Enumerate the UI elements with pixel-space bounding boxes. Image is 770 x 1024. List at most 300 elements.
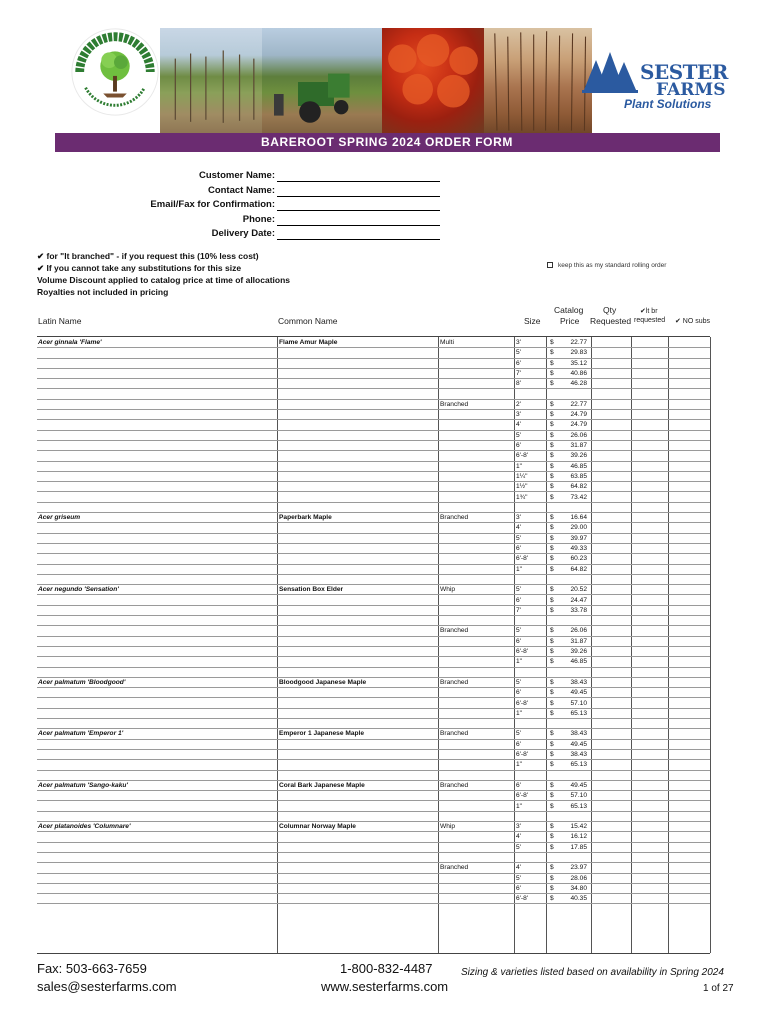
- qty-requested-cell[interactable]: [592, 462, 631, 471]
- lt-br-requested-cell[interactable]: [632, 379, 668, 388]
- lt-br-requested-cell[interactable]: [632, 503, 668, 512]
- lt-br-requested-cell[interactable]: [632, 431, 668, 440]
- no-subs-cell[interactable]: [669, 482, 710, 491]
- catalog-price-cell: 39.26: [570, 648, 587, 655]
- lt-br-requested-cell[interactable]: [632, 616, 668, 625]
- currency-symbol: $: [550, 637, 554, 645]
- no-subs-cell[interactable]: [669, 523, 710, 532]
- lt-br-requested-cell[interactable]: [632, 647, 668, 656]
- lt-br-requested-cell[interactable]: [632, 884, 668, 893]
- qty-requested-cell[interactable]: [592, 637, 631, 646]
- size-cell: 6': [516, 884, 521, 892]
- lt-br-requested-cell[interactable]: [632, 668, 668, 677]
- lt-br-requested-cell[interactable]: [632, 472, 668, 481]
- nursery-photo-bareroot-rows: [484, 28, 592, 136]
- no-subs-cell[interactable]: [669, 626, 710, 635]
- no-subs-cell[interactable]: [669, 544, 710, 553]
- lt-br-requested-cell[interactable]: [632, 802, 668, 811]
- table-row: [37, 575, 710, 585]
- no-subs-cell[interactable]: [669, 379, 710, 388]
- catalog-price-cell: 23.97: [570, 864, 587, 872]
- no-subs-cell[interactable]: [669, 760, 710, 769]
- qty-requested-cell[interactable]: [592, 400, 631, 409]
- common-name-cell: Emperor 1 Japanese Maple: [279, 730, 365, 738]
- lt-br-requested-cell[interactable]: [632, 657, 668, 666]
- common-name-cell: Bloodgood Japanese Maple: [279, 678, 367, 686]
- phone-row: [120, 214, 450, 229]
- catalog-price-cell: 40.35: [570, 895, 587, 903]
- no-subs-cell[interactable]: [669, 534, 710, 543]
- no-subs-cell[interactable]: [669, 420, 710, 429]
- qty-requested-cell[interactable]: [592, 616, 631, 625]
- no-subs-cell[interactable]: [669, 750, 710, 759]
- qty-requested-cell[interactable]: [592, 410, 631, 419]
- phone-field[interactable]: [277, 225, 440, 226]
- no-subs-cell[interactable]: [669, 462, 710, 471]
- currency-symbol: $: [550, 627, 554, 635]
- size-cell: 1": [516, 761, 523, 769]
- qty-requested-cell[interactable]: [592, 740, 631, 749]
- table-row: [37, 410, 710, 420]
- no-subs-cell[interactable]: [669, 441, 710, 450]
- no-subs-cell[interactable]: [669, 493, 710, 502]
- table-row: [37, 616, 710, 626]
- rolling-order-checkbox[interactable]: [547, 262, 553, 268]
- lt-br-requested-cell[interactable]: [632, 709, 668, 718]
- qty-requested-cell[interactable]: [592, 348, 631, 357]
- qty-requested-cell[interactable]: [592, 379, 631, 388]
- currency-symbol: $: [550, 740, 554, 748]
- size-cell: 1¾": [516, 493, 528, 501]
- size-cell: 6'-8': [516, 751, 529, 758]
- table-row: [37, 390, 710, 400]
- lt-br-requested-cell[interactable]: [632, 719, 668, 728]
- qty-requested-cell[interactable]: [592, 503, 631, 512]
- lt-br-requested-cell[interactable]: [632, 534, 668, 543]
- currency-symbol: $: [550, 524, 554, 532]
- qty-requested-cell[interactable]: [592, 678, 631, 687]
- no-subs-cell[interactable]: [669, 503, 710, 512]
- currency-symbol: $: [550, 709, 554, 717]
- size-cell: 1": [516, 802, 523, 810]
- form-cell: Branched: [440, 730, 469, 738]
- size-cell: 4': [516, 524, 521, 532]
- no-subs-cell[interactable]: [669, 853, 710, 862]
- table-row: [37, 482, 710, 492]
- no-subs-cell[interactable]: [669, 585, 710, 594]
- no-subs-cell[interactable]: [669, 410, 710, 419]
- qty-requested-cell[interactable]: [592, 420, 631, 429]
- qty-requested-cell[interactable]: [592, 554, 631, 563]
- currency-symbol: $: [550, 369, 554, 377]
- lt-br-requested-cell[interactable]: [632, 575, 668, 584]
- brand-name-farms: FARMS: [656, 80, 726, 100]
- latin-name-cell: Acer palmatum 'Sango-kaku': [38, 781, 128, 789]
- lt-br-requested-cell[interactable]: [632, 493, 668, 502]
- email-fax-row: [120, 199, 450, 214]
- customer-name-field[interactable]: [277, 181, 440, 182]
- footer-availability-note: Sizing & varieties listed based on availability in Spring 2024: [461, 967, 724, 978]
- qty-requested-cell[interactable]: [592, 575, 631, 584]
- qty-requested-cell[interactable]: [592, 657, 631, 666]
- catalog-price-cell: 65.13: [570, 802, 587, 810]
- no-subs-cell[interactable]: [669, 554, 710, 563]
- lt-br-requested-cell[interactable]: [632, 338, 668, 347]
- no-subs-cell[interactable]: [669, 812, 710, 821]
- note-royalties: Royalties not included in pricing: [37, 287, 169, 297]
- size-cell: 1": [516, 565, 523, 573]
- lt-br-requested-cell[interactable]: [632, 853, 668, 862]
- size-cell: 4': [516, 864, 521, 872]
- catalog-price-cell: 15.42: [570, 823, 587, 831]
- qty-requested-cell[interactable]: [592, 431, 631, 440]
- lt-br-requested-cell[interactable]: [632, 523, 668, 532]
- no-subs-cell[interactable]: [669, 472, 710, 481]
- no-subs-cell[interactable]: [669, 616, 710, 625]
- qty-requested-cell[interactable]: [592, 482, 631, 491]
- no-subs-cell[interactable]: [669, 822, 710, 831]
- size-cell: 5': [516, 586, 521, 594]
- table-row: [37, 771, 710, 781]
- form-title: BAREROOT SPRING 2024 ORDER FORM: [261, 135, 513, 149]
- contact-name-field[interactable]: [277, 196, 440, 197]
- no-subs-cell[interactable]: [669, 874, 710, 883]
- currency-symbol: $: [550, 843, 554, 851]
- common-name-cell: Flame Amur Maple: [279, 339, 338, 346]
- no-subs-cell[interactable]: [669, 348, 710, 357]
- size-cell: 3': [516, 823, 521, 831]
- qty-requested-cell[interactable]: [592, 874, 631, 883]
- col-header-lt-br-requested: requested: [634, 317, 666, 324]
- common-name-cell: Coral Bark Japanese Maple: [279, 781, 365, 789]
- phone-label: Phone:: [242, 213, 275, 225]
- lt-br-requested-cell[interactable]: [632, 544, 668, 553]
- no-subs-cell[interactable]: [669, 606, 710, 615]
- no-subs-cell[interactable]: [669, 338, 710, 347]
- qty-requested-cell[interactable]: [592, 359, 631, 368]
- form-cell: Branched: [440, 678, 469, 686]
- lt-br-requested-cell[interactable]: [632, 678, 668, 687]
- catalog-price-cell: 26.06: [570, 431, 587, 439]
- table-row: [37, 441, 710, 451]
- no-subs-cell[interactable]: [669, 596, 710, 605]
- qty-requested-cell[interactable]: [592, 843, 631, 852]
- footer-phone: 1-800-832-4487: [340, 961, 433, 976]
- form-cell: Branched: [440, 627, 469, 635]
- no-subs-cell[interactable]: [669, 843, 710, 852]
- qty-requested-cell[interactable]: [592, 668, 631, 677]
- catalog-price-cell: 49.33: [570, 545, 587, 552]
- qty-requested-cell[interactable]: [592, 802, 631, 811]
- no-subs-cell[interactable]: [669, 832, 710, 841]
- no-subs-cell[interactable]: [669, 688, 710, 697]
- table-row: [37, 760, 710, 770]
- lt-br-requested-cell[interactable]: [632, 771, 668, 780]
- qty-requested-cell[interactable]: [592, 791, 631, 800]
- table-row: [37, 832, 710, 842]
- no-subs-cell[interactable]: [669, 863, 710, 872]
- catalog-price-cell: 17.85: [570, 843, 587, 851]
- qty-requested-cell[interactable]: [592, 390, 631, 399]
- size-cell: 1½": [516, 483, 528, 491]
- table-row: [37, 503, 710, 513]
- catalog-price-cell: 39.26: [570, 452, 587, 460]
- catalog-price-cell: 38.43: [570, 678, 587, 686]
- table-row: [37, 348, 710, 358]
- no-subs-cell[interactable]: [669, 647, 710, 656]
- qty-requested-cell[interactable]: [592, 338, 631, 347]
- currency-symbol: $: [550, 874, 554, 882]
- qty-requested-cell[interactable]: [592, 369, 631, 378]
- lt-br-requested-cell[interactable]: [632, 554, 668, 563]
- no-subs-cell[interactable]: [669, 781, 710, 790]
- lt-br-requested-cell[interactable]: [632, 740, 668, 749]
- lt-br-requested-cell[interactable]: [632, 348, 668, 357]
- lt-br-requested-cell[interactable]: [632, 699, 668, 708]
- table-row: [37, 668, 710, 678]
- form-cell: Branched: [440, 400, 469, 408]
- currency-symbol: $: [550, 730, 554, 738]
- table-row: [37, 781, 710, 791]
- lt-br-requested-cell[interactable]: [632, 812, 668, 821]
- qty-requested-cell[interactable]: [592, 750, 631, 759]
- currency-symbol: $: [550, 359, 554, 367]
- lt-br-requested-cell[interactable]: [632, 874, 668, 883]
- lt-br-requested-cell[interactable]: [632, 565, 668, 574]
- size-cell: 6'-8': [516, 648, 529, 655]
- lt-br-requested-cell[interactable]: [632, 410, 668, 419]
- size-cell: 6': [516, 359, 521, 367]
- qty-requested-cell[interactable]: [592, 729, 631, 738]
- currency-symbol: $: [550, 761, 554, 769]
- size-cell: 5': [516, 843, 521, 851]
- lt-br-requested-cell[interactable]: [632, 420, 668, 429]
- qty-requested-cell[interactable]: [592, 771, 631, 780]
- no-subs-cell[interactable]: [669, 668, 710, 677]
- lt-br-requested-cell[interactable]: [632, 781, 668, 790]
- nursery-photo-trees: [160, 28, 262, 136]
- no-subs-cell[interactable]: [669, 791, 710, 800]
- no-subs-cell[interactable]: [669, 771, 710, 780]
- qty-requested-cell[interactable]: [592, 699, 631, 708]
- no-subs-cell[interactable]: [669, 709, 710, 718]
- lt-br-requested-cell[interactable]: [632, 750, 668, 759]
- col-header-common-name: Common Name: [278, 316, 338, 326]
- lt-br-requested-cell[interactable]: [632, 390, 668, 399]
- order-notes: [37, 250, 290, 298]
- size-cell: 7': [516, 369, 521, 377]
- no-subs-cell[interactable]: [669, 575, 710, 584]
- form-cell: Whip: [440, 586, 456, 594]
- table-row: [37, 812, 710, 822]
- no-subs-cell[interactable]: [669, 699, 710, 708]
- latin-name-cell: Acer negundo 'Sensation': [38, 586, 119, 594]
- currency-symbol: $: [550, 689, 554, 697]
- size-cell: 6'-8': [516, 555, 529, 563]
- footer-email[interactable]: sales@sesterfarms.com: [37, 979, 177, 994]
- lt-br-requested-cell[interactable]: [632, 843, 668, 852]
- qty-requested-cell[interactable]: [592, 884, 631, 893]
- lt-br-requested-cell[interactable]: [632, 462, 668, 471]
- no-subs-cell[interactable]: [669, 359, 710, 368]
- catalog-price-cell: 64.82: [570, 565, 587, 573]
- size-cell: 6': [516, 689, 521, 697]
- qty-requested-cell[interactable]: [592, 894, 631, 903]
- table-row: [37, 874, 710, 884]
- no-subs-cell[interactable]: [669, 637, 710, 646]
- table-row: [37, 863, 710, 873]
- lt-br-requested-cell[interactable]: [632, 626, 668, 635]
- no-subs-cell[interactable]: [669, 802, 710, 811]
- currency-symbol: $: [550, 555, 554, 563]
- form-title-bar: [55, 133, 720, 152]
- currency-symbol: $: [550, 349, 554, 357]
- form-cell: Branched: [440, 781, 469, 789]
- lt-br-requested-cell[interactable]: [632, 637, 668, 646]
- qty-requested-cell[interactable]: [592, 647, 631, 656]
- form-cell: Branched: [440, 864, 469, 872]
- size-cell: 8': [516, 380, 521, 388]
- qty-requested-cell[interactable]: [592, 626, 631, 635]
- footer-fax: Fax: 503-663-7659: [37, 961, 147, 976]
- column-divider: [710, 337, 711, 953]
- common-name-cell: Columnar Norway Maple: [279, 823, 356, 831]
- table-row: [37, 647, 710, 657]
- no-subs-cell[interactable]: [669, 390, 710, 399]
- qty-requested-cell[interactable]: [592, 760, 631, 769]
- lt-br-requested-cell[interactable]: [632, 451, 668, 460]
- currency-symbol: $: [550, 884, 554, 892]
- currency-symbol: $: [550, 792, 554, 800]
- currency-symbol: $: [550, 596, 554, 604]
- qty-requested-cell[interactable]: [592, 832, 631, 841]
- table-row: [37, 843, 710, 853]
- qty-requested-cell[interactable]: [592, 534, 631, 543]
- qty-requested-cell[interactable]: [592, 863, 631, 872]
- qty-requested-cell[interactable]: [592, 688, 631, 697]
- currency-symbol: $: [550, 658, 554, 666]
- no-subs-cell[interactable]: [669, 400, 710, 409]
- qty-requested-cell[interactable]: [592, 523, 631, 532]
- catalog-price-cell: 49.45: [570, 740, 587, 748]
- size-cell: 6'-8': [516, 699, 529, 707]
- catalog-price-cell: 38.43: [570, 751, 587, 758]
- table-row: [37, 699, 710, 709]
- qty-requested-cell[interactable]: [592, 544, 631, 553]
- qty-requested-cell[interactable]: [592, 709, 631, 718]
- lt-br-requested-cell[interactable]: [632, 400, 668, 409]
- lt-br-requested-cell[interactable]: [632, 729, 668, 738]
- note-lt-branched: ✔ for "lt branched" - if you request this (10% less cost): [37, 251, 259, 261]
- col-header-latin-name: Latin Name: [38, 316, 82, 326]
- no-subs-cell[interactable]: [669, 884, 710, 893]
- qty-requested-cell[interactable]: [592, 812, 631, 821]
- size-cell: 1¼": [516, 472, 528, 480]
- lt-br-requested-cell[interactable]: [632, 832, 668, 841]
- no-subs-cell[interactable]: [669, 740, 710, 749]
- qty-requested-cell[interactable]: [592, 493, 631, 502]
- rolling-order-option[interactable]: [547, 262, 666, 269]
- no-subs-cell[interactable]: [669, 657, 710, 666]
- lt-br-requested-cell[interactable]: [632, 822, 668, 831]
- qty-requested-cell[interactable]: [592, 451, 631, 460]
- table-row: [37, 822, 710, 832]
- no-subs-cell[interactable]: [669, 678, 710, 687]
- currency-symbol: $: [550, 586, 554, 594]
- no-subs-cell[interactable]: [669, 369, 710, 378]
- qty-requested-cell[interactable]: [592, 441, 631, 450]
- common-name-cell: Paperbark Maple: [279, 514, 332, 522]
- lt-br-requested-cell[interactable]: [632, 482, 668, 491]
- lt-br-requested-cell[interactable]: [632, 596, 668, 605]
- table-row: [37, 678, 710, 688]
- lt-br-requested-cell[interactable]: [632, 513, 668, 522]
- lt-br-requested-cell[interactable]: [632, 606, 668, 615]
- currency-symbol: $: [550, 833, 554, 841]
- email-fax-field[interactable]: [277, 210, 440, 211]
- col-header-qty: Qty: [603, 305, 617, 315]
- common-name-cell: Sensation Box Elder: [279, 586, 344, 594]
- no-subs-cell[interactable]: [669, 513, 710, 522]
- no-subs-cell[interactable]: [669, 719, 710, 728]
- qty-requested-cell[interactable]: [592, 606, 631, 615]
- lt-br-requested-cell[interactable]: [632, 585, 668, 594]
- lt-br-requested-cell[interactable]: [632, 359, 668, 368]
- qty-requested-cell[interactable]: [592, 565, 631, 574]
- no-subs-cell[interactable]: [669, 729, 710, 738]
- table-row: [37, 884, 710, 894]
- nursery-photo-red-maples: [382, 28, 484, 136]
- no-subs-cell[interactable]: [669, 894, 710, 903]
- no-subs-cell[interactable]: [669, 431, 710, 440]
- lt-br-requested-cell[interactable]: [632, 688, 668, 697]
- table-row: [37, 626, 710, 636]
- qty-requested-cell[interactable]: [592, 853, 631, 862]
- lt-br-requested-cell[interactable]: [632, 791, 668, 800]
- lt-br-requested-cell[interactable]: [632, 863, 668, 872]
- no-subs-cell[interactable]: [669, 451, 710, 460]
- qty-requested-cell[interactable]: [592, 472, 631, 481]
- currency-symbol: $: [550, 472, 554, 480]
- qty-requested-cell[interactable]: [592, 719, 631, 728]
- size-cell: 5': [516, 627, 521, 635]
- catalog-price-cell: 29.83: [570, 349, 587, 357]
- qty-requested-cell[interactable]: [592, 781, 631, 790]
- size-cell: 3': [516, 514, 521, 522]
- footer-website[interactable]: www.sesterfarms.com: [321, 979, 449, 994]
- table-row: [37, 493, 710, 503]
- no-subs-cell[interactable]: [669, 565, 710, 574]
- qty-requested-cell[interactable]: [592, 596, 631, 605]
- qty-requested-cell[interactable]: [592, 822, 631, 831]
- size-cell: 5': [516, 874, 521, 882]
- lt-br-requested-cell[interactable]: [632, 760, 668, 769]
- currency-symbol: $: [550, 514, 554, 522]
- size-cell: 3': [516, 339, 521, 346]
- form-cell: Branched: [440, 514, 469, 522]
- currency-symbol: $: [550, 802, 554, 810]
- table-row: [37, 523, 710, 533]
- size-cell: 5': [516, 678, 521, 686]
- lt-br-requested-cell[interactable]: [632, 441, 668, 450]
- currency-symbol: $: [550, 380, 554, 388]
- delivery-date-field[interactable]: [277, 239, 440, 240]
- qty-requested-cell[interactable]: [592, 513, 631, 522]
- qty-requested-cell[interactable]: [592, 585, 631, 594]
- catalog-price-cell: 40.86: [570, 369, 587, 377]
- lt-br-requested-cell[interactable]: [632, 369, 668, 378]
- lt-br-requested-cell[interactable]: [632, 894, 668, 903]
